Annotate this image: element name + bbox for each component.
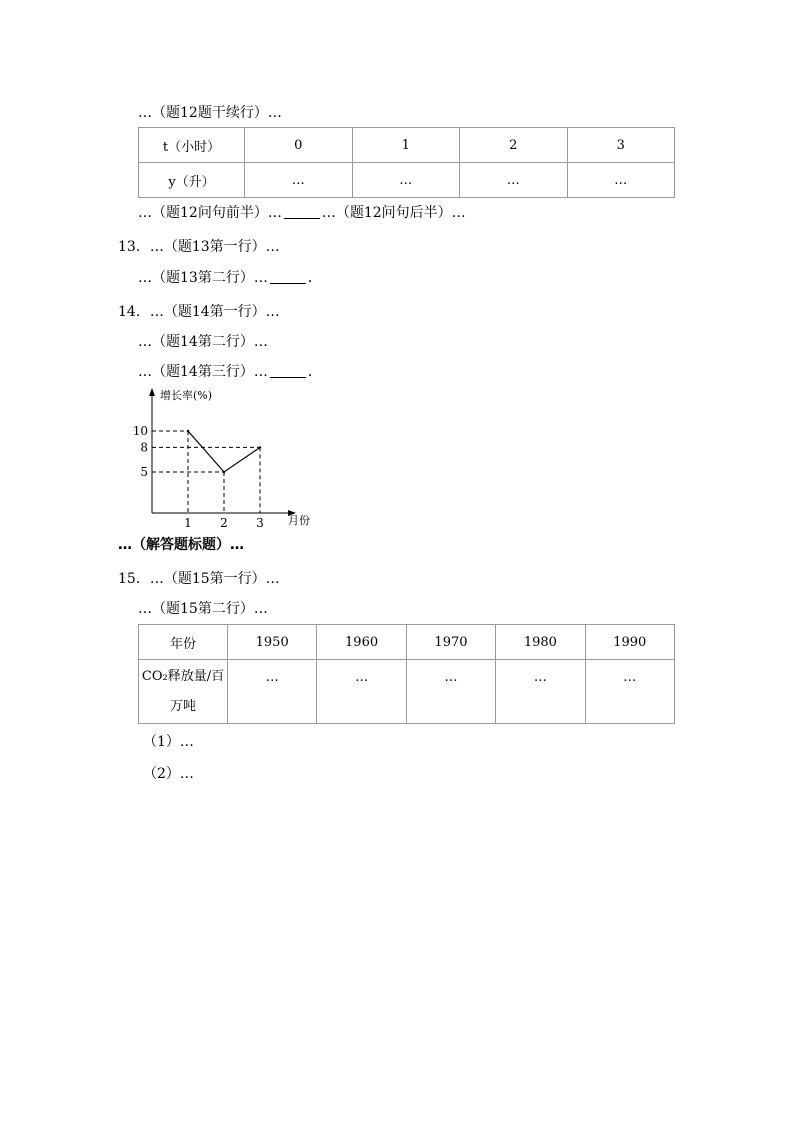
q13-line2: …（题13第二行）… ． xyxy=(138,270,322,286)
x-tick-label: 1 xyxy=(184,516,192,530)
table-cell: … xyxy=(245,163,353,198)
q12-intro: …（题12题干续行）… xyxy=(138,105,282,121)
table-cell: … xyxy=(585,660,674,724)
table-cell: … xyxy=(352,163,460,198)
y-axis-arrow xyxy=(149,388,155,396)
table-cell: 2 xyxy=(460,128,568,163)
data-point xyxy=(259,446,261,448)
x-tick-label: 2 xyxy=(220,516,228,530)
table-cell: 1990 xyxy=(585,625,674,660)
data-point xyxy=(187,430,189,432)
table-cell: … xyxy=(317,660,406,724)
q15-line1: 15．…（题15第一行）… xyxy=(118,571,280,587)
section-heading: …（解答题标题）… xyxy=(118,537,244,553)
table-cell: 1950 xyxy=(228,625,317,660)
q15-sub1: （1）… xyxy=(143,734,194,750)
x-tick-label: 3 xyxy=(256,516,264,530)
table-cell: … xyxy=(496,660,585,724)
q15-table xyxy=(138,624,675,724)
table-cell: … xyxy=(567,163,675,198)
table-cell: 1980 xyxy=(496,625,585,660)
table-cell: 1960 xyxy=(317,625,406,660)
q12-question: …（题12问句前半）… …（题12问句后半）… xyxy=(138,205,466,221)
series-line xyxy=(188,431,260,472)
q14-line1: 14．…（题14第一行）… xyxy=(118,304,280,320)
growth-rate-chart xyxy=(130,385,330,535)
q15-sub2: （2）… xyxy=(143,766,194,782)
q14-line3: …（题14第三行）… ． xyxy=(138,364,322,380)
y-axis-label: 增长率(%) xyxy=(160,389,213,402)
table-cell: 1970 xyxy=(406,625,495,660)
q15-line2: …（题15第二行）… xyxy=(138,601,268,617)
answer-blank[interactable] xyxy=(284,204,320,219)
table-cell: … xyxy=(228,660,317,724)
q12-table xyxy=(138,127,675,198)
answer-blank[interactable] xyxy=(270,363,306,378)
table-cell: … xyxy=(406,660,495,724)
y-tick-label: 10 xyxy=(132,424,148,438)
q14-line2: …（题14第二行）… xyxy=(138,334,268,350)
table-cell: 0 xyxy=(245,128,353,163)
q13-line1: 13．…（题13第一行）… xyxy=(118,239,280,255)
q12-header-t: t（小时） xyxy=(139,128,245,163)
table-cell: 1 xyxy=(352,128,460,163)
table-cell: 3 xyxy=(567,128,675,163)
answer-blank[interactable] xyxy=(270,269,306,284)
q15-header-co2: CO₂释放量/百 万吨 xyxy=(139,660,228,724)
data-point xyxy=(223,471,225,473)
q15-header-year: 年份 xyxy=(139,625,228,660)
q12-header-y: y（升） xyxy=(139,163,245,198)
y-tick-label: 5 xyxy=(140,465,148,479)
x-axis-label: 月份 xyxy=(288,514,310,527)
y-tick-label: 8 xyxy=(140,440,148,455)
table-cell: … xyxy=(460,163,568,198)
